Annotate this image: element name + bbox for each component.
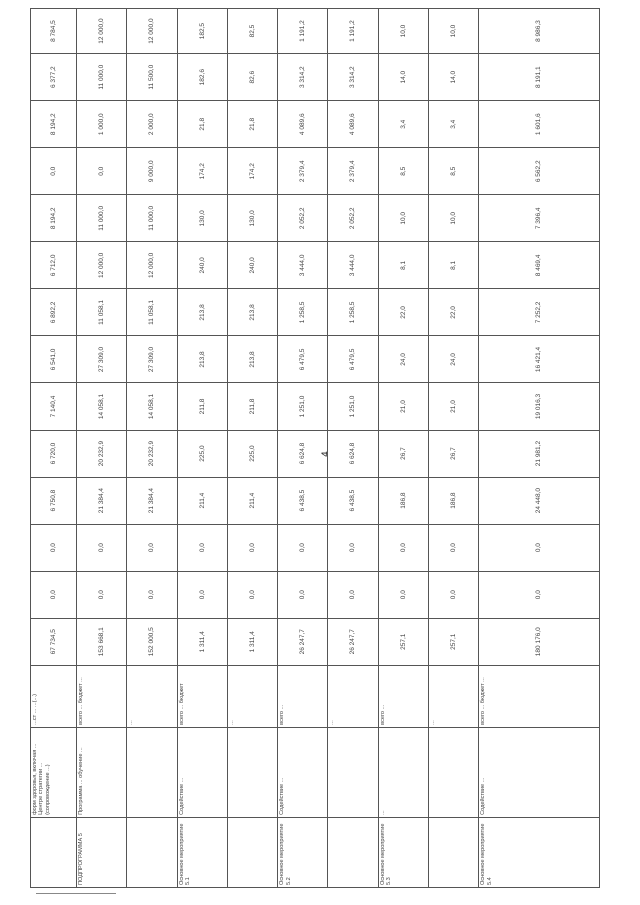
table-cell: 6 479,5 xyxy=(328,336,378,383)
table-cell: 6 541,0 xyxy=(31,336,77,383)
table-cell: 1 191,2 xyxy=(328,9,378,54)
table-cell: 0,0 xyxy=(31,148,77,195)
table-cell: 0,0 xyxy=(328,571,378,618)
table-cell: 174,2 xyxy=(177,148,227,195)
table-cell: ПОДПРОГРАММА 5 xyxy=(77,817,127,887)
table-cell: 10,0 xyxy=(378,9,428,54)
table-cell xyxy=(227,727,277,817)
table-cell: 4 089,6 xyxy=(278,101,328,148)
table-row xyxy=(479,9,600,888)
table-cell: 240,0 xyxy=(177,242,227,289)
table-cell: 20 232,9 xyxy=(127,430,177,477)
table-row xyxy=(77,9,127,888)
table-cell: ...ст ... ...(...) xyxy=(31,665,77,727)
table-cell: 211,8 xyxy=(227,383,277,430)
table-cell: 8 194,2 xyxy=(31,101,77,148)
table-cell: 130,0 xyxy=(227,195,277,242)
table-cell: 11 000,0 xyxy=(77,195,127,242)
table-cell: 182,5 xyxy=(177,9,227,54)
table-cell: 0,0 xyxy=(328,524,378,571)
table-cell: 6 438,5 xyxy=(328,477,378,524)
table-cell: 186,8 xyxy=(428,477,478,524)
table-cell: 0,0 xyxy=(428,524,478,571)
table-cell: 14 058,1 xyxy=(127,383,177,430)
table-cell: 19 016,3 xyxy=(479,383,600,430)
table-cell: 14,0 xyxy=(378,54,428,101)
rotated-table-wrapper xyxy=(30,8,600,888)
table-cell: 3,4 xyxy=(428,101,478,148)
table-cell: Содействие ... xyxy=(479,727,600,817)
table-cell: 27 309,0 xyxy=(77,336,127,383)
table-cell: всего ... xyxy=(378,665,428,727)
table-cell: 26,7 xyxy=(378,430,428,477)
table-cell: 182,6 xyxy=(177,54,227,101)
table-cell: Основное мероприятие 5.2 xyxy=(278,817,328,887)
table-cell: 11 500,0 xyxy=(127,54,177,101)
table-cell: 2 052,2 xyxy=(328,195,378,242)
table-cell: 0,0 xyxy=(479,571,600,618)
table-cell: 21,0 xyxy=(378,383,428,430)
table-cell: 0,0 xyxy=(278,524,328,571)
table-cell: 8 784,5 xyxy=(31,9,77,54)
table-cell: 1 000,0 xyxy=(77,101,127,148)
table-cell: Содействие ... xyxy=(177,727,227,817)
table-cell: 6 720,0 xyxy=(31,430,77,477)
table-cell: 2 000,0 xyxy=(127,101,177,148)
table-cell xyxy=(428,817,478,887)
table-cell: 8 191,1 xyxy=(479,54,600,101)
footer-rule xyxy=(36,893,116,894)
table-cell: 11 000,0 xyxy=(127,195,177,242)
table-cell: 2 379,4 xyxy=(278,148,328,195)
table-cell: 82,5 xyxy=(227,9,277,54)
table-row xyxy=(127,9,177,888)
table-cell: 0,0 xyxy=(31,524,77,571)
table-cell: Содействие ... xyxy=(278,727,328,817)
table-cell: 11 058,1 xyxy=(127,289,177,336)
table-cell: 0,0 xyxy=(278,571,328,618)
table-cell: 0,0 xyxy=(227,524,277,571)
table-cell: всего ... xyxy=(278,665,328,727)
table-cell: 211,4 xyxy=(227,477,277,524)
table-cell: 14,0 xyxy=(428,54,478,101)
table-cell: 27 309,0 xyxy=(127,336,177,383)
table-cell xyxy=(31,817,77,887)
funding-table xyxy=(30,8,600,888)
table-cell: 3 314,2 xyxy=(328,54,378,101)
table-cell: 7 396,4 xyxy=(479,195,600,242)
table-cell xyxy=(328,727,378,817)
table-cell: 6 712,0 xyxy=(31,242,77,289)
table-cell: 213,8 xyxy=(227,336,277,383)
table-cell: 0,0 xyxy=(428,571,478,618)
table-cell: 8,5 xyxy=(428,148,478,195)
table-cell: 21,0 xyxy=(428,383,478,430)
table-cell: 0,0 xyxy=(378,524,428,571)
table-cell: 8,1 xyxy=(428,242,478,289)
table-cell xyxy=(328,817,378,887)
table-cell: 153 668,1 xyxy=(77,618,127,665)
table-cell: всего ... бюджет ... xyxy=(479,665,600,727)
table-cell: 240,0 xyxy=(227,242,277,289)
table-cell: 6 750,8 xyxy=(31,477,77,524)
table-cell: 22,0 xyxy=(378,289,428,336)
table-cell: 213,8 xyxy=(177,289,227,336)
table-cell: 1 311,4 xyxy=(227,618,277,665)
table-cell: 10,0 xyxy=(428,9,478,54)
table-cell: 2 379,4 xyxy=(328,148,378,195)
table-cell: 6 624,8 xyxy=(278,430,328,477)
table-cell: всего ... бюджет ... xyxy=(77,665,127,727)
table-cell: всего ... бюджет xyxy=(177,665,227,727)
page-number: 4 xyxy=(321,451,331,457)
table-cell: 26 247,7 xyxy=(278,618,328,665)
table-cell: 7 252,2 xyxy=(479,289,600,336)
table-cell: Основное мероприятие 5.1 xyxy=(177,817,227,887)
table-cell: 11 000,0 xyxy=(77,54,127,101)
table-cell: 11 058,1 xyxy=(77,289,127,336)
table-cell: 257,1 xyxy=(428,618,478,665)
table-cell: 0,0 xyxy=(378,571,428,618)
table-cell: 0,0 xyxy=(177,571,227,618)
table-cell: 8,5 xyxy=(378,148,428,195)
table-cell: 21 981,2 xyxy=(479,430,600,477)
table-cell: 8,1 xyxy=(378,242,428,289)
table-cell: 1 251,0 xyxy=(278,383,328,430)
table-row xyxy=(428,9,478,888)
table-cell: ... xyxy=(328,665,378,727)
table-cell: 0,0 xyxy=(77,148,127,195)
table-cell: 213,8 xyxy=(177,336,227,383)
table-row xyxy=(227,9,277,888)
table-body xyxy=(31,9,600,888)
table-cell: 0,0 xyxy=(227,571,277,618)
table-cell: 174,2 xyxy=(227,148,277,195)
table-cell: 0,0 xyxy=(479,524,600,571)
table-cell: 2 052,2 xyxy=(278,195,328,242)
table-cell: 180 176,0 xyxy=(479,618,600,665)
table-cell: 4 089,6 xyxy=(328,101,378,148)
table-cell: 213,8 xyxy=(227,289,277,336)
table-cell: 8 194,2 xyxy=(31,195,77,242)
table-cell: 1 258,5 xyxy=(328,289,378,336)
table-cell: 0,0 xyxy=(77,571,127,618)
table-cell: 22,0 xyxy=(428,289,478,336)
table-cell: 8 986,3 xyxy=(479,9,600,54)
table-cell xyxy=(127,817,177,887)
table-cell: 24 448,0 xyxy=(479,477,600,524)
table-cell: 3 444,0 xyxy=(278,242,328,289)
table-row xyxy=(278,9,328,888)
table-cell: 7 140,4 xyxy=(31,383,77,430)
table-row xyxy=(177,9,227,888)
table-cell: 9 000,0 xyxy=(127,148,177,195)
table-cell: 24,0 xyxy=(378,336,428,383)
table-cell xyxy=(127,727,177,817)
table-cell: 21,8 xyxy=(227,101,277,148)
table-cell: 211,8 xyxy=(177,383,227,430)
table-cell: 67 734,5 xyxy=(31,618,77,665)
table-cell: Основное мероприятие 5.3 xyxy=(378,817,428,887)
table-cell: 0,0 xyxy=(127,524,177,571)
table-cell xyxy=(227,817,277,887)
table-cell: 12 000,0 xyxy=(77,9,127,54)
table-row xyxy=(31,9,77,888)
table-cell: 82,6 xyxy=(227,54,277,101)
table-cell: 225,0 xyxy=(227,430,277,477)
table-cell: 12 000,0 xyxy=(127,9,177,54)
table-cell: 21,8 xyxy=(177,101,227,148)
table-cell: 0,0 xyxy=(177,524,227,571)
table-cell: 6 624,8 xyxy=(328,430,378,477)
table-cell: 10,0 xyxy=(378,195,428,242)
table-cell: 16 421,4 xyxy=(479,336,600,383)
table-cell: 225,0 xyxy=(177,430,227,477)
table-cell: 1 258,5 xyxy=(278,289,328,336)
table-cell: форм здоровья, включая ... Центре стратегии ... (сопровождение ...) xyxy=(31,727,77,817)
table-cell: 1 311,4 xyxy=(177,618,227,665)
table-cell: 1 191,2 xyxy=(278,9,328,54)
table-cell: 14 058,1 xyxy=(77,383,127,430)
table-cell: 24,0 xyxy=(428,336,478,383)
table-cell xyxy=(428,727,478,817)
table-cell: 152 000,5 xyxy=(127,618,177,665)
table-cell: 3,4 xyxy=(378,101,428,148)
table-cell: 26,7 xyxy=(428,430,478,477)
table-cell: 12 000,0 xyxy=(127,242,177,289)
table-cell: 0,0 xyxy=(77,524,127,571)
table-cell: 257,1 xyxy=(378,618,428,665)
table-cell: 130,0 xyxy=(177,195,227,242)
table-cell: 6 479,5 xyxy=(278,336,328,383)
table-cell: 0,0 xyxy=(31,571,77,618)
table-cell: 6 377,2 xyxy=(31,54,77,101)
table-row xyxy=(328,9,378,888)
table-cell: 186,8 xyxy=(378,477,428,524)
table-cell: 211,4 xyxy=(177,477,227,524)
table-cell: 8 469,4 xyxy=(479,242,600,289)
table-cell: 6 892,2 xyxy=(31,289,77,336)
table-cell: 12 000,0 xyxy=(77,242,127,289)
table-cell: ... xyxy=(378,727,428,817)
table-cell: Программа ... обучение ... xyxy=(77,727,127,817)
table-cell: Основное мероприятие 5.4 xyxy=(479,817,600,887)
table-cell: ... xyxy=(127,665,177,727)
table-cell: 0,0 xyxy=(127,571,177,618)
table-cell: ... xyxy=(227,665,277,727)
table-cell: 3 444,0 xyxy=(328,242,378,289)
table-cell: 21 384,4 xyxy=(127,477,177,524)
table-cell: 26 247,7 xyxy=(328,618,378,665)
table-cell: 3 314,2 xyxy=(278,54,328,101)
table-cell: 6 438,5 xyxy=(278,477,328,524)
table-cell: 1 601,6 xyxy=(479,101,600,148)
table-cell: 20 232,9 xyxy=(77,430,127,477)
table-cell: ... xyxy=(428,665,478,727)
table-cell: 1 251,0 xyxy=(328,383,378,430)
table-cell: 6 562,2 xyxy=(479,148,600,195)
table-cell: 21 384,4 xyxy=(77,477,127,524)
table-row xyxy=(378,9,428,888)
table-cell: 10,0 xyxy=(428,195,478,242)
